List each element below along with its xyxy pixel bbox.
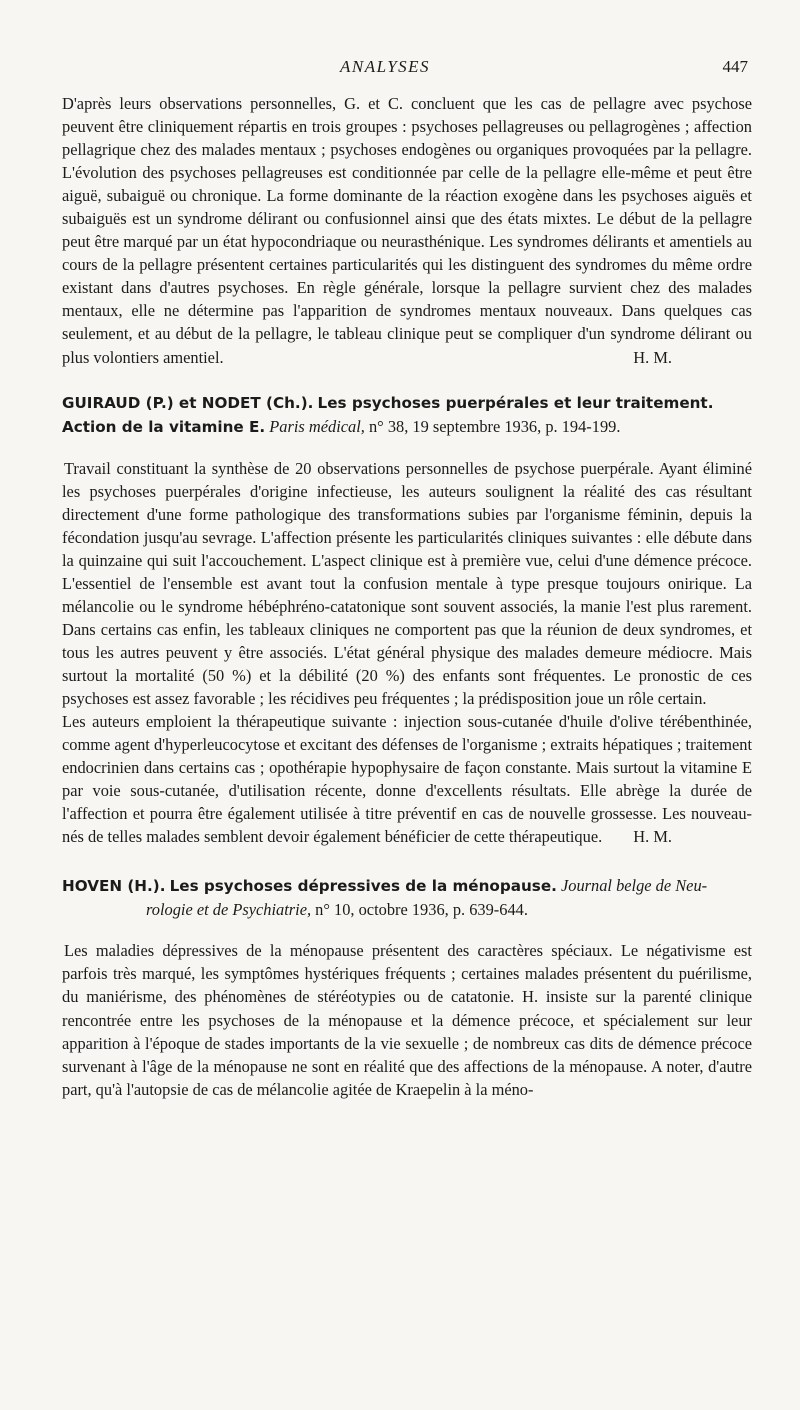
review-authors: GUIRAUD (P.) et NODET (Ch.).: [62, 393, 314, 412]
reviewer-signature: H. M.: [633, 347, 672, 367]
page-body: [62, 92, 752, 1101]
running-head: [340, 57, 750, 81]
review-heading: [62, 391, 752, 439]
paragraph-text: Les auteurs emploient la thérapeutique suivante : injection sous-cutanée d'huile d'olive térébenthinée, comme agent d'hyperleucocytose et excitant des défenses de l'organisme ; extraits hépatiques ; traitement endocrinien dans certains cas ; opothérapie hypophysaire de façon constante. Mais surtout la vitamine E par voie sous-cutanée, d'utilisation récente, donne d'excellents résultats. Elle abrège la durée de l'affection et pourra être également utilisée à titre préventif en cas de nouvelle grossesse. Les nouveau-nés de telles malades semblent devoir également bénéficier de cette thérapeutique.: [62, 712, 752, 847]
review-paragraph: Les maladies dépressives de la ménopause présentent des caractères spéciaux. Le négativisme est parfois très marqué, les symptômes hystériques fréquents ; certaines malades présentent du puérilisme, du maniérisme, des phénomènes de stéréotypies ou de catatonie. H. insiste sur la parenté clinique rencontrée entre les psychoses de la ménopause et la démence précoce, et spécialement sur leur apparition à l'époque de stades importants de la vie sexuelle ; de nombreux cas dits de démence précoce survenant à l'âge de la ménopause ne sont en réalité que des affections de la ménopause. A noter, d'autre part, qu'à l'autopsie de cas de mélancolie agitée de Kraepelin à la méno-: [62, 941, 752, 1099]
section-title: ANALYSES: [340, 57, 431, 76]
review-journal: Journal belge de Neu-: [561, 876, 708, 896]
review-paragraph: Travail constituant la synthèse de 20 observations personnelles de psychose puerpérale. Ayant éliminé les psychoses puerpérales d'origine infectieuse, les auteurs soulignent la réalité des cas résultant directement d'une forme pathologique des transformations subies par l'organisme féminin, depuis la fécondation jusqu'au sevrage. L'affection présente les particularités cliniques suivantes : elle débute dans la quinzaine qui suit l'accouchement. L'aspect clinique est à première vue, celui d'une démence précoce. L'essentiel de l'ensemble est avant tout la confusion mentale à type presque toujours onirique. La mélancolie ou le syndrome hébéphréno-catatonique sont souvent associés, la manie l'est plus rarement. Dans certains cas enfin, les tableaux cliniques ne comportent pas que la réunion de deux syndromes, et tous les autres peuvent y être associés. L'état général physique des malades demeure médiocre. Mais surtout la mortalité (50 %) et la débilité (20 %) des enfants sont fréquentes. Le pronostic de ces psychoses est assez favorable ; les récidives peu fréquentes ; la prédisposition joue un rôle certain.: [62, 458, 752, 709]
paragraph-text: D'après leurs observations personnelles, G. et C. concluent que les cas de pellagre avec psychose peuvent être cliniquement répartis en trois groupes : psychoses pellagreuses ou pellagrogènes ; affection pellagrique chez des malades mentaux ; psychoses endogènes ou organiques provoquées par la pellagre. L'évolution des psychoses pellagreuses est conditionnée par celle de la pellagre elle-même et peut être aiguë, subaiguë ou chronique. La forme dominante de la réaction exogène dans les psychoses aiguës et subaiguës est un syndrome délirant ou confusionnel ainsi que des états mixtes. Le début de la pellagre peut être marqué par un état hypocondriaque ou neurasthénique. Les syndromes délirants et amentiels au cours de la pellagre présentent certaines particularités qui les distinguent des syndromes du même ordre existant dans d'autres psychoses. En règle générale, lorsque la pellagre survient chez des malades mentaux, elle ne détermine pas l'apparition de syndromes mentaux nouveaux. Dans quelques cas seulement, et au début de la pellagre, le tableau clinique peut se compliquer d'un syndrome délirant ou plus volontiers amentiel.: [62, 94, 752, 367]
review-paragraph: [62, 710, 752, 848]
review-citation: n° 38, 19 septembre 1936, p. 194-199.: [364, 416, 621, 436]
reviewer-signature: H. M.: [633, 827, 672, 847]
page-number: 447: [722, 57, 748, 76]
review-paragraph: [62, 92, 752, 369]
review-citation: n° 10, octobre 1936, p. 639-644.: [311, 900, 528, 920]
review-journal-continued: rologie et de Psychiatrie,: [146, 900, 312, 920]
review-heading: [62, 874, 752, 921]
review-article-title: Les psychoses dépressives de la ménopause.: [169, 877, 557, 896]
review-journal: Paris médical,: [269, 416, 365, 436]
review-authors: HOVEN (H.).: [62, 877, 166, 896]
review-article-title: Les psychoses puerpérales et leur traitement. Action de la vitamine E.: [62, 393, 714, 436]
